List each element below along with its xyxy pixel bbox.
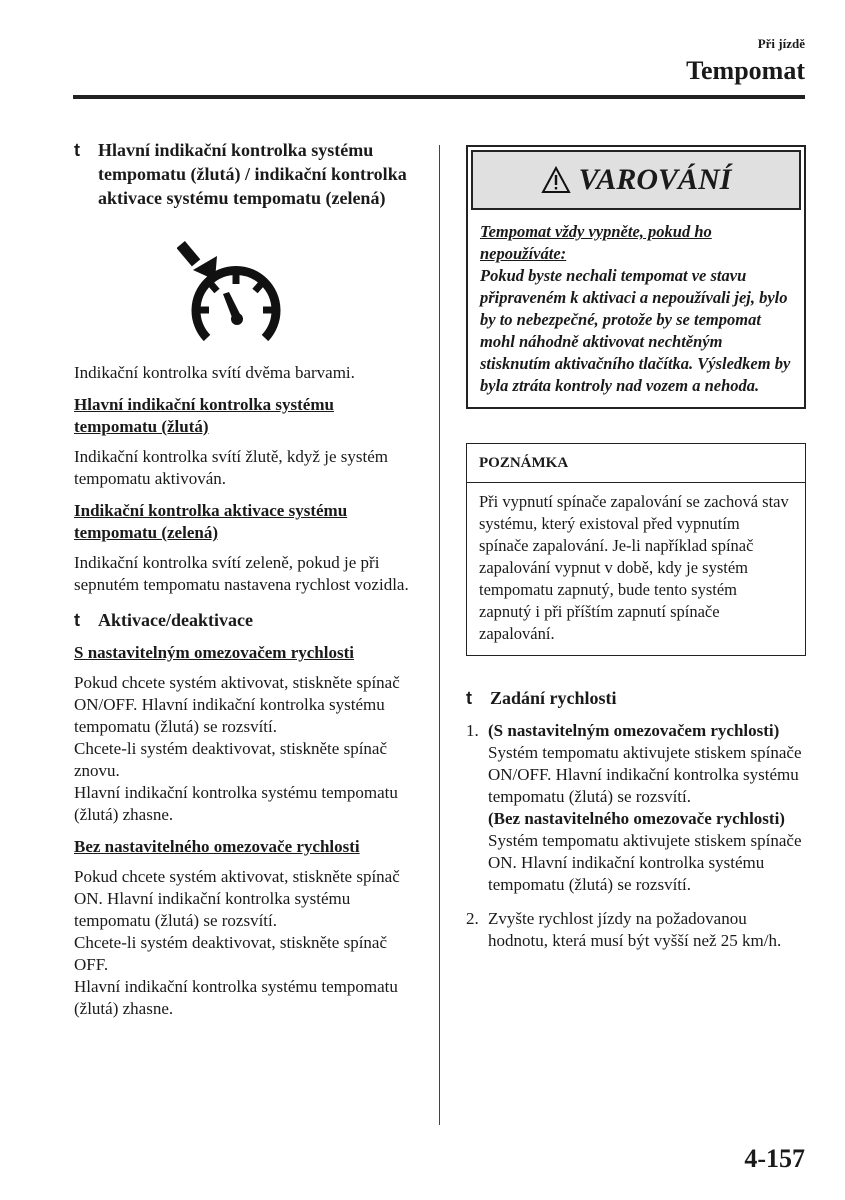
paragraph: Indikační kontrolka svítí dvěma barvami.	[74, 363, 355, 382]
section-heading-indicator	[74, 138, 419, 210]
bullet-marker: t	[74, 140, 80, 160]
subheading: Bez nastavitelného omezovače rychlosti	[74, 837, 360, 856]
cruise-control-indicator-icon	[177, 234, 287, 354]
indicator-icon-area	[74, 234, 419, 354]
heading-text: Hlavní indikační kontrolka systému tempomatu (žlutá) / indikační kontrolka aktivace systému tempomatu (zelená)	[98, 140, 407, 208]
header-rule	[73, 95, 805, 99]
note-body: Při vypnutí spínače zapalování se zachová stav systému, který existoval před vypnutím spínače zapalování. Je-li například spínač zapalování vypnut v době, kdy je systém tempomatu zapnutý, bude tento systém zapnutý i při příštím zapnutí spínače zapalování.	[479, 492, 789, 643]
paragraph: Indikační kontrolka svítí žlutě, když je systém tempomatu aktivován.	[74, 447, 388, 488]
page-title: Tempomat	[686, 56, 805, 85]
paragraph: Indikační kontrolka svítí zeleně, pokud je při sepnutém tempomatu nastavena rychlost vozidla.	[74, 553, 409, 594]
step-text: Systém tempomatu aktivujete stiskem spínače ON/OFF. Hlavní indikační kontrolka systému tempomatu (žlutá) se rozsvítí.	[488, 743, 802, 806]
page-number: 4-157	[744, 1144, 805, 1173]
step-subheading: (Bez nastavitelného omezovače rychlosti)	[488, 809, 785, 828]
paragraph: Pokud chcete systém aktivovat, stiskněte spínač ON/OFF. Hlavní indikační kontrolka systému tempomatu (žlutá) se rozsvítí. Chcete-li systém deaktivovat, stiskněte spínač znovu. Hlavní indikační kontrolka systému tempomatu (žlutá) zhasne.	[74, 673, 400, 824]
warning-triangle-icon	[541, 166, 571, 194]
bullet-marker: t	[466, 688, 472, 708]
step-text: Zvyšte rychlost jízdy na požadovanou hodnotu, která musí být vyšší než 25 km/h.	[488, 909, 782, 950]
subheading: Indikační kontrolka aktivace systému tempomatu (zelená)	[74, 501, 348, 542]
section-label: Při jízdě	[757, 36, 805, 51]
note-title: POZNÁMKA	[467, 444, 805, 483]
steps-list	[466, 720, 806, 952]
warning-header	[471, 150, 801, 210]
paragraph: Pokud chcete systém aktivovat, stiskněte spínač ON. Hlavní indikační kontrolka systému tempomatu (žlutá) se rozsvítí. Chcete-li systém deaktivovat, stiskněte spínač OFF. Hlavní indikační kontrolka systému tempomatu (žlutá) zhasne.	[74, 867, 400, 1018]
warning-body	[468, 213, 804, 407]
section-heading-activation	[74, 608, 419, 632]
right-column	[466, 145, 806, 952]
step-number: 1.	[466, 721, 479, 740]
note-box	[466, 443, 806, 656]
section-heading-speed	[466, 686, 806, 710]
list-item	[466, 908, 806, 952]
subheading: S nastavitelným omezovačem rychlosti	[74, 643, 354, 662]
step-subheading: (S nastavitelným omezovačem rychlosti)	[488, 721, 780, 740]
column-divider	[439, 145, 440, 1125]
list-item	[466, 720, 806, 896]
warning-box	[466, 145, 806, 409]
left-column	[74, 138, 419, 1020]
warning-text: Pokud byste nechali tempomat ve stavu připraveném k aktivaci a nepoužívali jej, bylo by to nebezpečné, protože by se tempomat mohl náhodně aktivovat nechtěným stisknutím aktivačního tlačítka. Výsledkem by byla ztráta kontroly nad vozem a nehoda.	[480, 266, 791, 395]
bullet-marker: t	[74, 610, 80, 630]
subheading: Hlavní indikační kontrolka systému tempomatu (žlutá)	[74, 395, 334, 436]
step-content	[488, 720, 806, 896]
step-text: Systém tempomatu aktivujete stiskem spínače ON. Hlavní indikační kontrolka systému tempomatu (žlutá) se rozsvítí.	[488, 831, 802, 894]
warning-title: VAROVÁNÍ	[578, 163, 732, 196]
warning-subheading: Tempomat vždy vypněte, pokud ho nepoužíváte:	[480, 222, 712, 263]
heading-text: Zadání rychlosti	[490, 688, 617, 708]
heading-text: Aktivace/deaktivace	[98, 610, 253, 630]
step-number: 2.	[466, 909, 479, 928]
